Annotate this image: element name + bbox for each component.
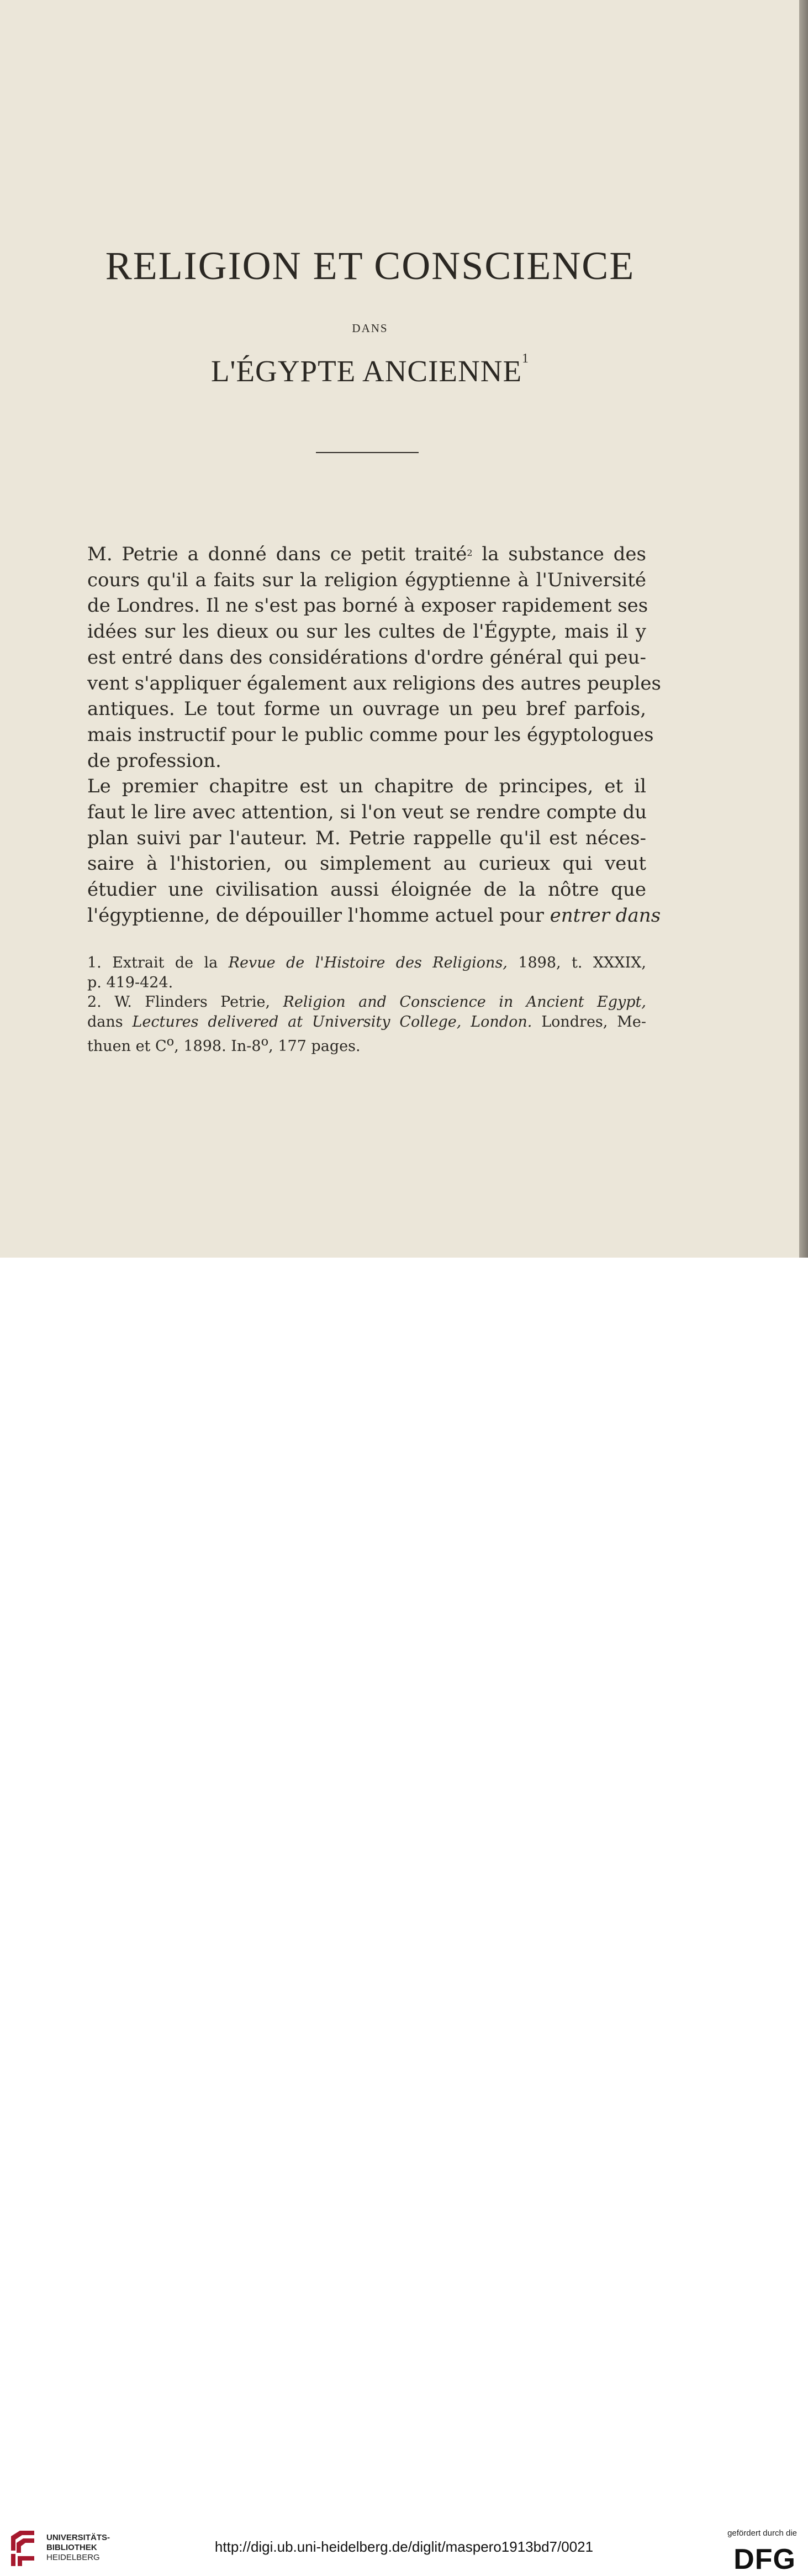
body-line xyxy=(87,800,646,825)
text-run: saire à l'historien, ou simplement au curieux qui veut xyxy=(87,853,646,875)
text-run: la substance des xyxy=(472,543,646,565)
article-subtitle xyxy=(0,351,740,388)
sponsor-label: gefördert durch die xyxy=(727,2528,797,2538)
text-run: dans xyxy=(87,1013,133,1031)
footnote-ref-1: 1 xyxy=(522,351,530,366)
text-run: 2. W. Flinders Petrie, xyxy=(87,993,283,1011)
body-line xyxy=(87,774,646,799)
text-run: étudier une civilisation aussi éloignée de la nôtre que xyxy=(87,879,646,901)
text-run: p. 419-424. xyxy=(87,974,173,991)
text-run: , 177 pages. xyxy=(268,1038,361,1055)
text-run: de profession. xyxy=(87,749,221,772)
body-line xyxy=(87,671,661,696)
text-run: plan suivi par l'auteur. M. Petrie rappelle qu'il est néces- xyxy=(87,827,646,849)
text-run: mais instructif pour le public comme pour les égyptologues xyxy=(87,723,654,746)
body-line xyxy=(87,877,646,902)
text-run: faut le lire avec attention, si l'on veut se rendre compte du xyxy=(87,801,647,823)
footnote-line xyxy=(87,993,646,1012)
source-url[interactable]: http://digi.ub.uni-heidelberg.de/diglit/maspero1913bd7/0021 xyxy=(214,2538,594,2555)
superscript: o xyxy=(166,1034,175,1049)
text-run: 1. Extrait de la xyxy=(87,954,229,971)
body-line xyxy=(87,903,661,928)
article-title-connector: DANS xyxy=(352,322,388,335)
footer-bar xyxy=(0,1258,808,2575)
body-line xyxy=(87,851,646,876)
italic-text: Revue de l'Histoire des Religions, xyxy=(228,954,508,971)
text-run: vent s'appliquer également aux religions des autres peuples xyxy=(87,672,661,695)
text-run: , 1898. In-8 xyxy=(174,1038,261,1055)
text-run: de Londres. Il ne s'est pas borné à exposer rapidement ses xyxy=(87,595,648,617)
body-line xyxy=(87,645,646,670)
footnote-line xyxy=(87,1013,646,1032)
superscript: 2 xyxy=(467,548,473,558)
italic-text: Lectures delivered at University College, London. xyxy=(132,1013,532,1031)
body-line xyxy=(87,619,646,644)
text-run: 1898, t. XXXIX, xyxy=(507,954,646,971)
body-line xyxy=(87,593,646,618)
text-run: Londres, Me- xyxy=(532,1013,646,1031)
library-name-line3: HEIDELBERG xyxy=(46,2553,100,2562)
text-run: antiques. Le tout forme un ouvrage un peu bref parfois, xyxy=(87,698,646,721)
page-edge xyxy=(799,0,808,1258)
superscript: o xyxy=(261,1034,269,1049)
text-run: thuen et C xyxy=(87,1038,167,1055)
footnote-line xyxy=(87,954,646,972)
body-line xyxy=(87,722,654,748)
text-run: idées sur les dieux ou sur les cultes de l'Égypte, mais il y xyxy=(87,621,646,643)
article-title: RELIGION ET CONSCIENCE xyxy=(105,244,635,288)
title-divider xyxy=(316,452,419,453)
text-run: cours qu'il a faits sur la religion égyptienne à l'Université xyxy=(87,569,646,591)
text-run: est entré dans des considérations d'ordre général qui peu- xyxy=(87,646,646,669)
body-line xyxy=(87,826,646,851)
body-line xyxy=(87,567,646,593)
library-name-line1: UNIVERSITÄTS- xyxy=(46,2533,110,2542)
text-run: l'égyptienne, de dépouiller l'homme actuel pour xyxy=(87,904,550,927)
dfg-logo: DFG xyxy=(733,2543,796,2575)
italic-text: entrer dans xyxy=(550,904,661,927)
body-line xyxy=(87,748,646,774)
text-run: Le premier chapitre est un chapitre de principes, et il xyxy=(87,775,646,798)
footnote-line xyxy=(87,974,646,992)
italic-text: Religion and Conscience in Ancient Egypt, xyxy=(283,993,646,1011)
body-line xyxy=(87,696,646,722)
footnote-line xyxy=(87,1032,646,1055)
text-run: M. Petrie a donné dans ce petit traité xyxy=(87,543,467,565)
library-name-line2: BIBLIOTHEK xyxy=(46,2543,97,2552)
body-line xyxy=(87,542,646,567)
article-subtitle-text: L'ÉGYPTE ANCIENNE xyxy=(210,354,522,388)
